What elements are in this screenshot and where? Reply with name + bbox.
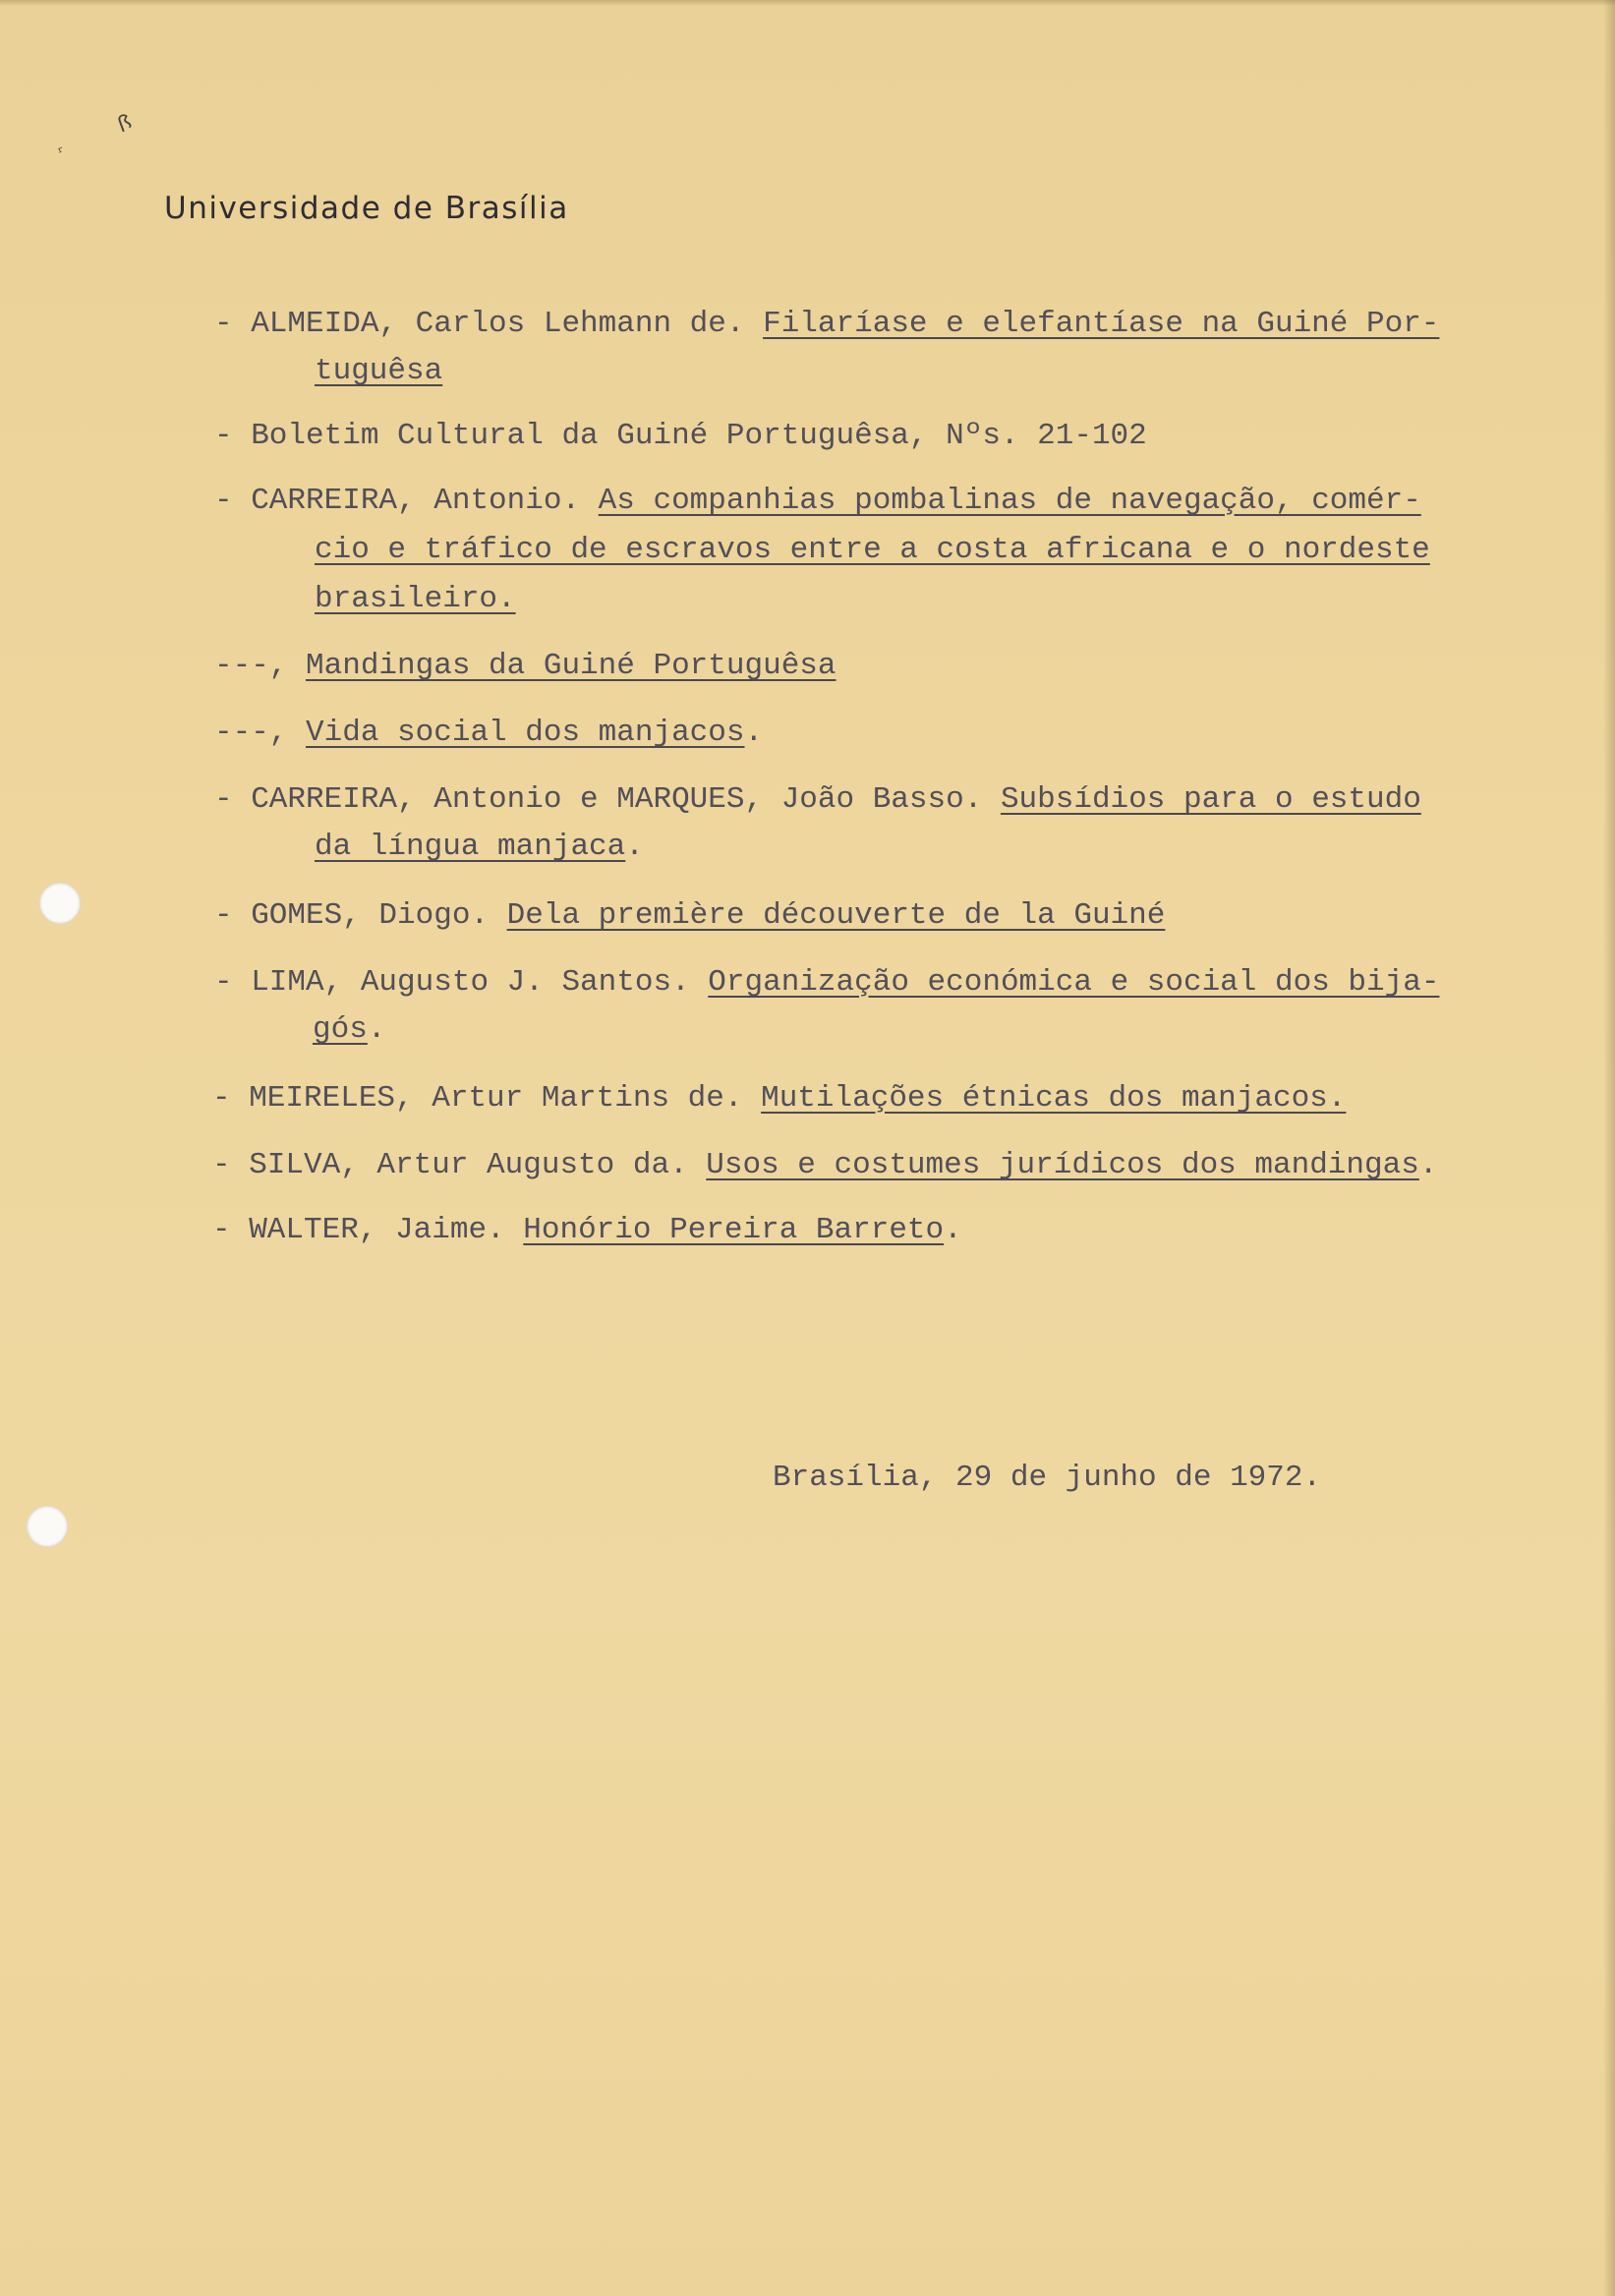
- entry-author: ---,: [214, 716, 307, 750]
- list-item: [214, 710, 763, 757]
- entry-title: gós: [313, 1012, 368, 1047]
- page-edge-top: [0, 0, 1615, 6]
- entry-title: cio e tráfico de escravos entre a costa africana e o nordeste: [315, 533, 1430, 567]
- list-item: [214, 776, 1421, 824]
- entry-author: ---,: [214, 649, 307, 683]
- list-item: [212, 1207, 962, 1254]
- letterhead: Universidade de Brasília: [164, 191, 569, 226]
- list-item: [212, 1142, 1437, 1189]
- page-edge-right: [1603, 0, 1615, 2296]
- entry-title: As companhias pombalinas de navegação, comér-: [598, 484, 1421, 518]
- list-item-continuation: [315, 576, 516, 623]
- entry-title: da língua manjaca: [315, 830, 626, 864]
- entry-author: - CARREIRA, Antonio.: [214, 484, 599, 518]
- entry-title: brasileiro.: [315, 582, 516, 616]
- list-item-continuation: [315, 824, 644, 871]
- entry-punctuation: .: [625, 830, 644, 864]
- entry-title: Dela première découverte de la Guiné: [506, 898, 1166, 933]
- entry-author: - GOMES, Diogo.: [214, 898, 507, 933]
- punch-hole-top: [39, 883, 81, 924]
- entry-author: - WALTER, Jaime.: [212, 1213, 524, 1247]
- entry-title: Subsídios para o estudo: [1000, 782, 1421, 817]
- list-item: [214, 892, 1165, 940]
- entry-title: Usos e costumes jurídicos dos mandingas: [706, 1148, 1419, 1182]
- entry-punctuation: .: [1418, 1148, 1438, 1182]
- entry-punctuation: .: [367, 1012, 386, 1047]
- entry-author: - LIMA, Augusto J. Santos.: [214, 965, 709, 1000]
- list-item: [214, 478, 1421, 525]
- entry-author: - CARREIRA, Antonio e MARQUES, João Basso.: [214, 782, 1001, 817]
- entry-title: Mandingas da Guiné Portuguêsa: [306, 649, 836, 683]
- list-item: [214, 301, 1439, 348]
- entry-author: - SILVA, Artur Augusto da.: [212, 1148, 707, 1182]
- list-item: [214, 643, 836, 690]
- entry-author: - ALMEIDA, Carlos Lehmann de.: [214, 307, 764, 341]
- list-item-continuation: [315, 348, 442, 395]
- entry-title: Honório Pereira Barreto: [523, 1213, 945, 1247]
- entry-author: - MEIRELES, Artur Martins de.: [212, 1081, 762, 1116]
- list-item-continuation: [315, 527, 1430, 574]
- list-item: [214, 959, 1439, 1006]
- entry-title: Vida social dos manjacos: [306, 716, 745, 750]
- entry-punctuation: .: [944, 1213, 962, 1247]
- place-and-date: Brasília, 29 de junho de 1972.: [773, 1461, 1322, 1495]
- pencil-mark-small: ᵣ: [53, 137, 66, 157]
- entry-title: tuguêsa: [315, 354, 443, 388]
- entry-title: Organização económica e social dos bija-: [708, 965, 1440, 1000]
- entry-punctuation: .: [744, 716, 764, 750]
- list-item-continuation: [313, 1006, 385, 1054]
- pencil-mark: ꟗ: [114, 110, 136, 139]
- entry-title: Mutilações étnicas dos manjacos.: [761, 1081, 1347, 1116]
- list-item: [212, 1075, 1346, 1122]
- entry-title: Filaríase e elefantíase na Guiné Por-: [763, 307, 1440, 341]
- list-item: - Boletim Cultural da Guiné Portuguêsa, Nºs. 21-102: [214, 419, 1147, 453]
- punch-hole-bottom: [27, 1506, 68, 1547]
